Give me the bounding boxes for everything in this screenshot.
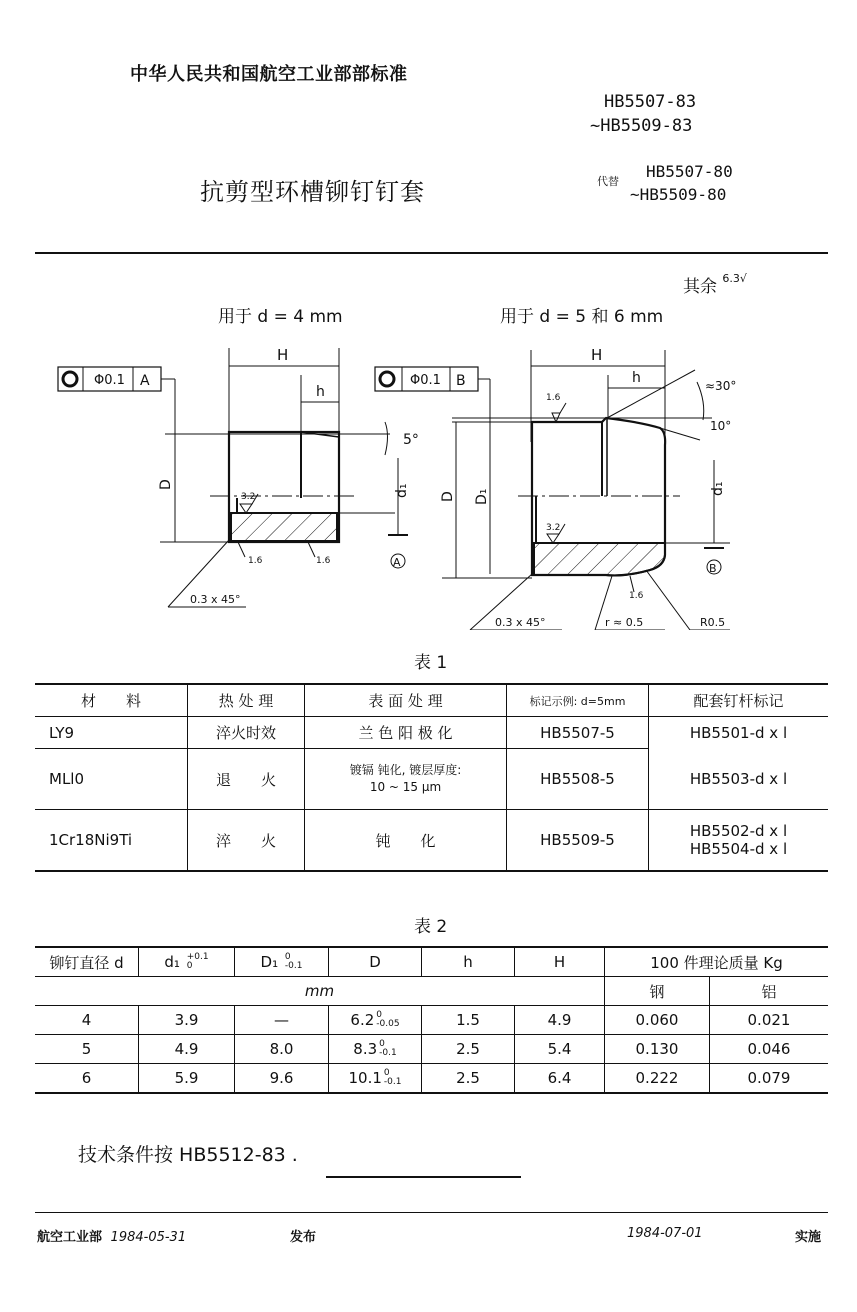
svg-text:1.6: 1.6 (248, 556, 263, 566)
cell-D-value: 8.3 (353, 1039, 378, 1058)
table-row (35, 1035, 828, 1064)
svg-text:D: D (440, 491, 456, 502)
cell-d: 4 (35, 1006, 139, 1035)
svg-text:0.3 x 45°: 0.3 x 45° (495, 616, 546, 629)
header-matching-pin: 配套钉杆标记 (649, 684, 829, 717)
D1-tolerance (285, 953, 303, 971)
rest-roughness-value: 6.3 (722, 272, 740, 285)
cell-example: HB5507-5 (507, 717, 649, 749)
cell-steel: 0.060 (605, 1006, 710, 1035)
standard-number-1: HB5507-83 (604, 92, 697, 112)
header-D1 (235, 947, 329, 977)
svg-text:1.6: 1.6 (546, 393, 561, 403)
replaces-number-1: HB5507-80 (646, 162, 733, 181)
cell-D1: 8.0 (235, 1035, 329, 1064)
header-steel: 钢 (605, 977, 710, 1006)
table-row (35, 810, 828, 872)
svg-text:H: H (591, 346, 603, 364)
tol-lower: -0.1 (284, 961, 303, 972)
cell-heat: 退 火 (188, 749, 305, 810)
technical-drawing (0, 330, 857, 630)
figure-right-caption: 用于 d = 5 和 6 mm (500, 307, 664, 327)
table1-caption: 表 1 (414, 653, 448, 673)
header-mass: 100 件理论质量 Kg (605, 947, 829, 977)
table-row (35, 1006, 828, 1035)
issuer-name: 航空工业部 (37, 1230, 103, 1245)
table-row (35, 1064, 828, 1094)
table2 (35, 946, 828, 1094)
D-tolerance (379, 1040, 397, 1058)
header-d1 (139, 947, 235, 977)
left-tolerance-datum: A (140, 373, 150, 389)
header-material: 材 料 (35, 684, 188, 717)
table1-header-row (35, 684, 828, 717)
cell-h: 2.5 (422, 1064, 515, 1094)
header-heat-treatment: 热 处 理 (188, 684, 305, 717)
svg-text:r ≈ 0.5: r ≈ 0.5 (605, 616, 644, 629)
cell-material: 1Cr18Ni9Ti (35, 810, 188, 872)
cell-H: 6.4 (515, 1064, 605, 1094)
svg-text:h: h (316, 384, 325, 400)
end-mark-line (326, 1176, 521, 1178)
cell-matching-line2: HB5504-d x l (689, 840, 788, 858)
cell-surface (305, 749, 507, 810)
cell-h: 2.5 (422, 1035, 515, 1064)
tol-lower: -0.1 (379, 1048, 397, 1059)
cell-surface-line2: 10 ~ 15 μm (369, 780, 442, 794)
cell-D1: 9.6 (235, 1064, 329, 1094)
cell-heat: 淬 火 (188, 810, 305, 872)
tol-lower: 0 (186, 961, 193, 972)
header-marking-example: 标记示例: d=5mm (507, 684, 649, 717)
cell-d1: 5.9 (139, 1064, 235, 1094)
tol-lower: -0.1 (383, 1077, 402, 1088)
roughness-symbol-icon: 6.3√ (722, 272, 747, 285)
header-h: h (422, 947, 515, 977)
svg-text:H: H (277, 346, 289, 364)
svg-text:≈30°: ≈30° (705, 379, 737, 393)
header-aluminum: 铝 (710, 977, 829, 1006)
header-D1-label: D₁ (260, 952, 279, 971)
svg-text:D: D (158, 479, 174, 490)
table1 (35, 683, 828, 872)
organization-header: 中华人民共和国航空工业部部标准 (130, 64, 408, 85)
table-row (35, 717, 828, 749)
cell-surface-line1: 镀镉 钝化, 镀层厚度: (349, 763, 462, 777)
cell-heat: 淬火时效 (188, 717, 305, 749)
cell-D-value: 10.1 (348, 1068, 382, 1087)
d1-tolerance (187, 953, 209, 971)
replaces-number-2: ~HB5509-80 (630, 185, 727, 204)
header-rivet-diameter: 铆钉直径 d (35, 947, 139, 977)
unit-label: mm (35, 977, 605, 1006)
cell-matching (649, 810, 829, 872)
cell-aluminum: 0.021 (710, 1006, 829, 1035)
cell-D (329, 1064, 422, 1094)
cell-example: HB5509-5 (507, 810, 649, 872)
cell-aluminum: 0.079 (710, 1064, 829, 1094)
cell-material: MLl0 (35, 749, 188, 810)
svg-text:A: A (393, 556, 401, 569)
header-divider (35, 252, 828, 254)
cell-d: 6 (35, 1064, 139, 1094)
tol-upper: 0 (284, 952, 291, 963)
effective-label: 实施 (795, 1230, 822, 1245)
rest-roughness-label: 其余 (683, 277, 717, 297)
cell-D (329, 1035, 422, 1064)
tol-upper: 0 (379, 1039, 385, 1050)
technical-conditions: 技术条件按 HB5512-83 . (78, 1144, 298, 1166)
header-D: D (329, 947, 422, 977)
cell-surface: 钝 化 (305, 810, 507, 872)
standard-numbers (590, 90, 696, 138)
tol-upper: 0 (383, 1068, 390, 1079)
issue-date: 1984-05-31 (110, 1230, 187, 1245)
footer-issuer (37, 1226, 186, 1245)
svg-text:R0.5: R0.5 (700, 616, 726, 629)
document-title: 抗剪型环槽铆钉钉套 (200, 178, 425, 206)
svg-text:1.6: 1.6 (629, 591, 644, 601)
rest-roughness-note (683, 272, 747, 297)
cell-steel: 0.222 (605, 1064, 710, 1094)
svg-text:h: h (632, 370, 641, 386)
cell-matching-line1: HB5502-d x l (689, 822, 788, 840)
svg-text:d₁: d₁ (710, 481, 726, 496)
cell-H: 4.9 (515, 1006, 605, 1035)
svg-text:10°: 10° (710, 419, 732, 433)
standard-number-2: ~HB5509-83 (590, 116, 693, 136)
footer-divider (35, 1212, 828, 1213)
replaces-numbers (630, 160, 733, 206)
effective-date: 1984-07-01 (627, 1226, 703, 1241)
svg-text:5°: 5° (403, 432, 419, 448)
svg-text:D₁: D₁ (474, 488, 490, 505)
tol-lower: -0.05 (376, 1019, 400, 1030)
cell-h: 1.5 (422, 1006, 515, 1035)
svg-text:B: B (456, 373, 466, 389)
svg-text:0.3 x 45°: 0.3 x 45° (190, 593, 241, 606)
right-figure (375, 350, 730, 630)
cell-D-value: 6.2 (350, 1010, 375, 1029)
cell-matching: HB5503-d x l (689, 770, 788, 788)
issue-label: 发布 (290, 1230, 317, 1245)
replaces-label: 代替 (597, 175, 619, 188)
cell-D (329, 1006, 422, 1035)
svg-text:3.2: 3.2 (546, 523, 561, 533)
cell-steel: 0.130 (605, 1035, 710, 1064)
header-surface-treatment: 表 面 处 理 (305, 684, 507, 717)
table2-unit-row (35, 977, 828, 1006)
header-H: H (515, 947, 605, 977)
header-d1-label: d₁ (164, 952, 180, 971)
tol-upper: 0 (376, 1010, 383, 1021)
cell-surface: 兰 色 阳 极 化 (305, 717, 507, 749)
svg-text:d₁: d₁ (394, 483, 410, 498)
D-tolerance (384, 1069, 402, 1087)
tol-upper: +0.1 (186, 952, 209, 963)
cell-matching-group (649, 717, 829, 810)
cell-H: 5.4 (515, 1035, 605, 1064)
cell-D1: — (235, 1006, 329, 1035)
cell-d: 5 (35, 1035, 139, 1064)
cell-material: LY9 (35, 717, 188, 749)
cell-aluminum: 0.046 (710, 1035, 829, 1064)
cell-d1: 3.9 (139, 1006, 235, 1035)
svg-text:Φ0.1: Φ0.1 (410, 373, 441, 388)
table2-caption: 表 2 (414, 917, 448, 937)
cell-matching: HB5501-d x l (689, 724, 788, 742)
table2-header-row (35, 947, 828, 977)
cell-example: HB5508-5 (507, 749, 649, 810)
svg-text:3.2: 3.2 (241, 492, 256, 502)
figure-left-caption: 用于 d = 4 mm (218, 307, 343, 327)
cell-d1: 4.9 (139, 1035, 235, 1064)
svg-text:1.6: 1.6 (316, 556, 331, 566)
D-tolerance (376, 1011, 399, 1029)
svg-text:B: B (709, 562, 717, 575)
left-tolerance-value: Φ0.1 (94, 373, 125, 388)
